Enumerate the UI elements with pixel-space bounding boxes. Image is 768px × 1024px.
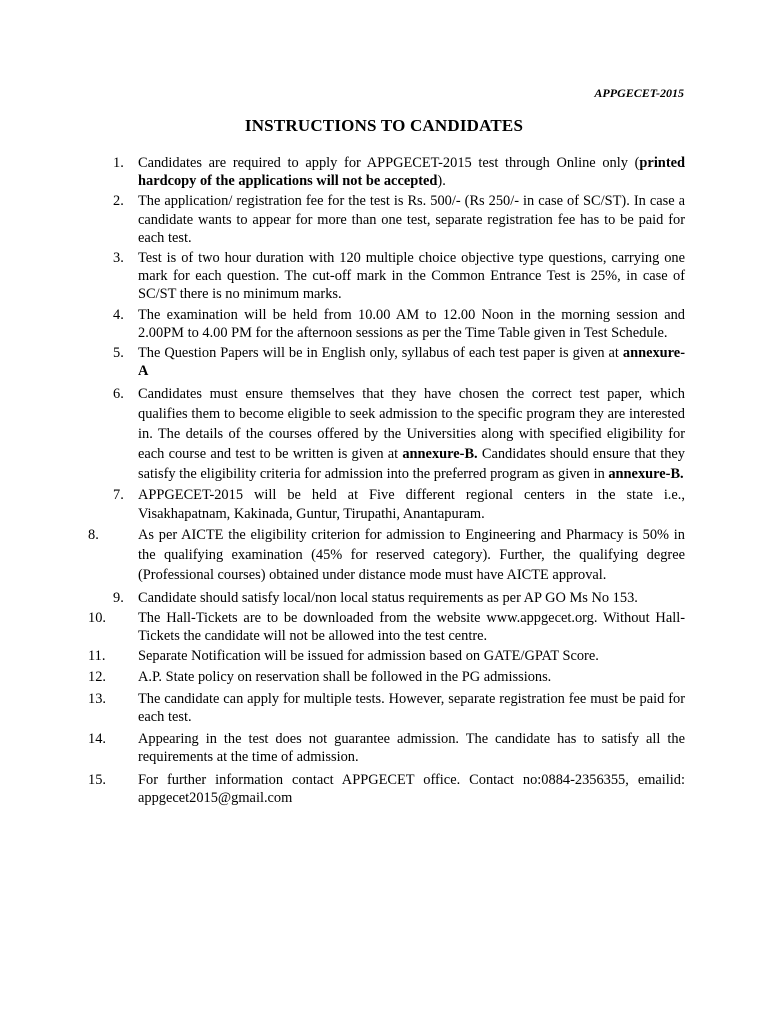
list-item bbox=[113, 589, 685, 607]
item-number: 2. bbox=[113, 193, 124, 210]
item-text: The application/ registration fee for the test is Rs. 500/- (Rs 250/- in case of SC/ST). In case a candidate wants to appear for more than one test, separate registration fee has to be paid for each test. bbox=[138, 193, 685, 246]
list-item bbox=[113, 486, 685, 522]
item-number: 13. bbox=[88, 690, 106, 707]
item-text: The examination will be held from 10.00 AM to 12.00 Noon in the morning session and 2.00PM to 4.00 PM for the afternoon sessions as per the Time Table given in Test Schedule. bbox=[138, 306, 685, 341]
item-number: 12. bbox=[88, 668, 106, 685]
item-text: For further information contact APPGECET office. Contact no:0884-2356355, emailid: appgecet2015@gmail.com bbox=[138, 771, 685, 806]
item-text: APPGECET-2015 will be held at Five different regional centers in the state i.e., Visakhapatnam, Kakinada, Guntur, Tirupathi, Anantapuram. bbox=[138, 487, 685, 522]
item-number: 15. bbox=[88, 771, 106, 788]
item-text: Candidates should ensure that they satisfy the eligibility criteria for admission into the preferred program as given in bbox=[138, 446, 685, 483]
instructions-list bbox=[88, 154, 685, 809]
item-number: 8. bbox=[88, 526, 99, 543]
list-item bbox=[113, 344, 685, 380]
item-text: ). bbox=[437, 173, 446, 190]
list-item bbox=[88, 668, 685, 686]
item-text: Candidates must ensure themselves that they have chosen the correct test paper, which qualifies them to become eligible to seek admission to the specific program they are interested in. The details of the courses offered by the Universities along with specified eligibility for each course and test to be written is given at bbox=[138, 386, 685, 463]
item-text: The Question Papers will be in English only, syllabus of each test paper is given at bbox=[138, 345, 623, 362]
item-text: A.P. State policy on reservation shall be followed in the PG admissions. bbox=[138, 668, 552, 685]
item-text: Appearing in the test does not guarantee admission. The candidate has to satisfy all the requirements at the time of admission. bbox=[138, 731, 685, 766]
item-bold-text: printed hardcopy of the applications will not be accepted bbox=[138, 155, 685, 190]
item-text: The candidate can apply for multiple tests. However, separate registration fee must be paid for each test. bbox=[138, 690, 685, 726]
list-item bbox=[113, 384, 685, 484]
item-number: 1. bbox=[113, 155, 124, 171]
list-item bbox=[88, 647, 685, 665]
item-number: 6. bbox=[113, 386, 124, 403]
page-title: INSTRUCTIONS TO CANDIDATES bbox=[244, 116, 524, 135]
list-item bbox=[113, 154, 685, 190]
list-item bbox=[88, 609, 685, 645]
item-text: Test is of two hour duration with 120 multiple choice objective type questions, carrying one mark for each question. The cut-off mark in the Common Entrance Test is 25%, in case of SC/ST there is no minimum marks. bbox=[138, 250, 685, 303]
list-item bbox=[88, 525, 685, 585]
item-text: The Hall-Tickets are to be downloaded from the website www.appgecet.org. Without Hall-Tickets the candidate will not be allowed into the test centre. bbox=[138, 610, 685, 645]
header-tag: APPGECET-2015 bbox=[594, 86, 684, 100]
item-bold-text: annexure-B. bbox=[402, 446, 478, 463]
list-item bbox=[88, 730, 685, 766]
item-text: Candidate should satisfy local/non local status requirements as per AP GO Ms No 153. bbox=[138, 589, 638, 606]
item-number: 3. bbox=[113, 250, 124, 267]
item-number: 7. bbox=[113, 487, 124, 504]
item-bold-text: annexure-B. bbox=[608, 466, 684, 483]
item-text: As per AICTE the eligibility criterion for admission to Engineering and Pharmacy is 50% in the qualifying examination (45% for reserved category). Further, the qualifying degree (Professional courses) obtained under distance mode must have AICTE approval. bbox=[138, 526, 685, 583]
item-number: 5. bbox=[113, 345, 124, 362]
item-number: 4. bbox=[113, 306, 124, 323]
item-bold-text: annexure-A bbox=[138, 345, 685, 380]
item-text: Separate Notification will be issued for admission based on GATE/GPAT Score. bbox=[138, 648, 599, 665]
item-number: 14. bbox=[88, 731, 106, 748]
list-item bbox=[88, 690, 685, 726]
list-item bbox=[88, 771, 685, 807]
list-item bbox=[113, 249, 685, 304]
item-text: Candidates are required to apply for APPGECET-2015 test through Online only ( bbox=[138, 155, 640, 171]
item-number: 11. bbox=[88, 648, 106, 665]
item-number: 9. bbox=[113, 589, 124, 606]
list-item bbox=[113, 192, 685, 247]
list-item bbox=[113, 306, 685, 342]
item-number: 10. bbox=[88, 610, 106, 627]
